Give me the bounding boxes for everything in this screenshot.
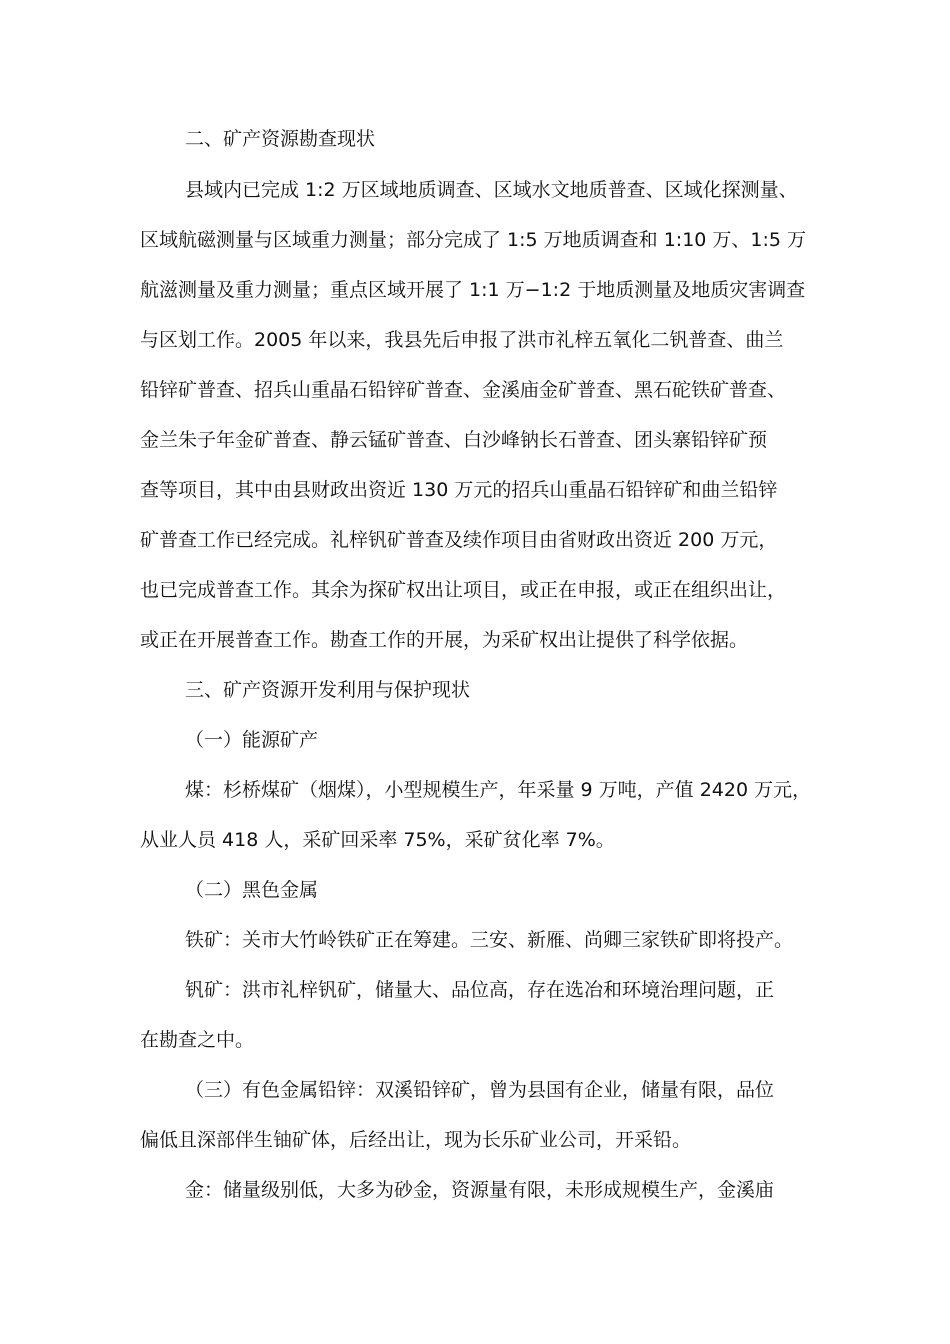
paragraph-line: 查等项目，其中由县财政出资近 130 万元的招兵山重晶石铅锌矿和曲兰铅锌 bbox=[140, 479, 778, 501]
paragraph-line: 与区划工作。2005 年以来，我县先后申报了洪市礼梓五氧化二钒普查、曲兰 bbox=[140, 329, 784, 351]
paragraph-line: 矿普查工作已经完成。礼梓钒矿普查及续作项目由省财政出资近 200 万元， bbox=[140, 529, 778, 551]
paragraph-line: 区域航磁测量与区域重力测量；部分完成了 1:5 万地质调查和 1:10 万、1:5 万 bbox=[140, 229, 807, 251]
paragraph-line: 偏低且深部伴生铀矿体，后经出让，现为长乐矿业公司，开采铅。 bbox=[140, 1129, 692, 1151]
subsection-heading-energy: （一）能源矿产 bbox=[185, 729, 319, 751]
subsection-heading-ferrous: （二）黑色金属 bbox=[185, 879, 319, 901]
paragraph-line: 煤：杉桥煤矿（烟煤），小型规模生产，年采量 9 万吨，产值 2420 万元， bbox=[185, 779, 812, 801]
section-heading-exploration: 二、矿产资源勘查现状 bbox=[185, 128, 376, 150]
paragraph-line: 或正在开展普查工作。勘查工作的开展，为采矿权出让提供了科学依据。 bbox=[140, 629, 749, 651]
paragraph-line: 铅锌矿普查、招兵山重晶石铅锌矿普查、金溪庙金矿普查、黑石砣铁矿普查、 bbox=[140, 379, 787, 401]
paragraph-line: 在勘查之中。 bbox=[140, 1029, 255, 1051]
subsection-heading-nonferrous: （三）有色金属铅锌：双溪铅锌矿，曾为县国有企业，储量有限，品位 bbox=[185, 1079, 775, 1101]
paragraph-line: 铁矿：关市大竹岭铁矿正在筹建。三安、新雁、尚卿三家铁矿即将投产。 bbox=[185, 929, 794, 951]
paragraph-line: 钒矿：洪市礼梓钒矿，储量大、品位高，存在选冶和环境治理问题，正 bbox=[185, 979, 775, 1001]
paragraph-line: 金兰朱子年金矿普查、静云锰矿普查、白沙峰钠长石普查、团头寨铅锌矿预 bbox=[140, 429, 768, 451]
paragraph-line: 航滋测量及重力测量；重点区域开展了 1:1 万−1:2 于地质测量及地质灾害调查 bbox=[140, 279, 806, 301]
paragraph-line: 县域内已完成 1:2 万区域地质调查、区域水文地质普查、区域化探测量、 bbox=[185, 179, 798, 201]
section-heading-development: 三、矿产资源开发利用与保护现状 bbox=[185, 679, 471, 701]
paragraph-line: 从业人员 418 人，采矿回采率 75%，采矿贫化率 7%。 bbox=[140, 829, 615, 851]
paragraph-line: 金：储量级别低，大多为砂金，资源量有限，未形成规模生产，金溪庙 bbox=[185, 1179, 775, 1201]
paragraph-line: 也已完成普查工作。其余为探矿权出让项目，或正在申报，或正在组织出让， bbox=[140, 579, 787, 601]
